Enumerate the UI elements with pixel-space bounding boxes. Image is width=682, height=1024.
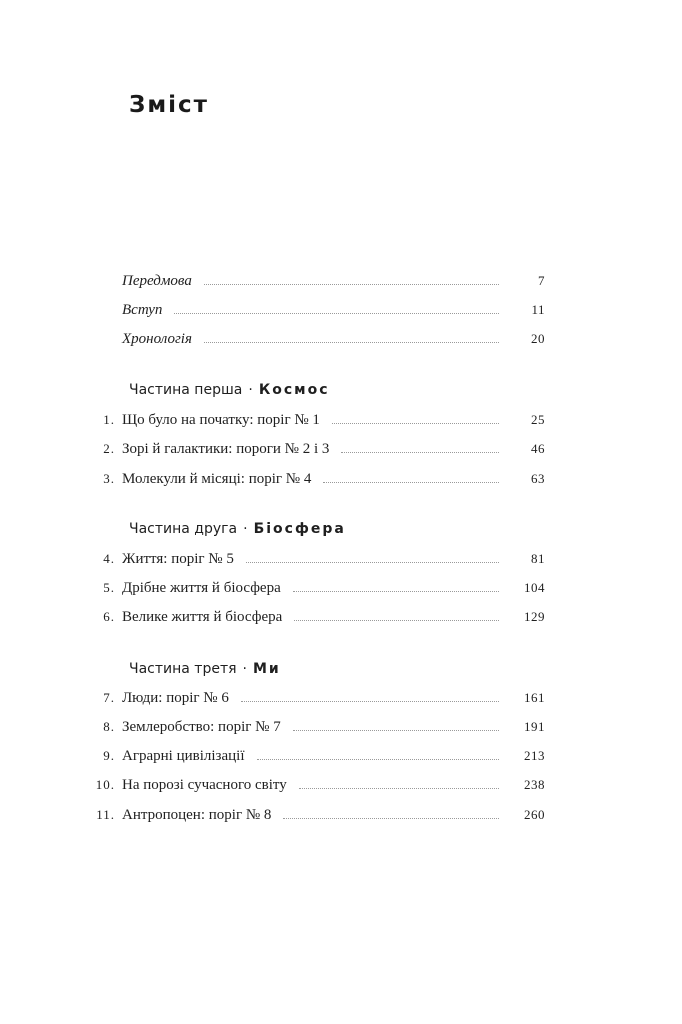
toc-entry-page: 161: [524, 690, 545, 705]
part-separator: ·: [248, 382, 253, 398]
part-name: Біосфера: [253, 521, 346, 537]
toc-entry-chapter-11[interactable]: [0, 804, 682, 826]
toc-entry-chapter-3[interactable]: [0, 468, 682, 490]
dot-leader: [257, 758, 500, 760]
toc-entry-page: 238: [524, 777, 545, 792]
toc-entry-label: Антропоцен: поріг № 8: [122, 807, 272, 823]
toc-entry-label: Люди: поріг № 6: [122, 690, 229, 706]
part-heading-us: [129, 658, 281, 680]
toc-entry-introduction[interactable]: [0, 299, 682, 321]
chapter-number: 2.: [103, 441, 115, 456]
toc-entry-preface[interactable]: [0, 270, 682, 292]
toc-entry-page: 20: [531, 331, 545, 346]
dot-leader: [174, 312, 499, 314]
toc-entry-label: Що було на початку: поріг № 1: [122, 412, 320, 428]
dot-leader: [299, 787, 499, 789]
toc-entry-chapter-6[interactable]: [0, 606, 682, 628]
dot-leader: [294, 619, 499, 621]
toc-entry-chapter-2[interactable]: [0, 438, 682, 460]
toc-entry-chapter-9[interactable]: [0, 745, 682, 767]
toc-entry-chronology[interactable]: [0, 328, 682, 350]
chapter-number: 9.: [103, 748, 115, 763]
dot-leader: [341, 451, 499, 453]
toc-entry-label: Вступ: [122, 302, 163, 318]
toc-entry-page: 11: [531, 302, 545, 317]
chapter-number: 10.: [95, 777, 115, 792]
toc-entry-label: Хронологія: [122, 331, 192, 347]
part-label: Частина друга: [129, 521, 238, 537]
part-label: Частина третя: [129, 661, 237, 677]
part-name: Ми: [253, 661, 281, 677]
chapter-number: 1.: [103, 412, 115, 427]
toc-entry-label: На порозі сучасного світу: [122, 777, 287, 793]
dot-leader: [204, 283, 499, 285]
toc-entry-page: 7: [538, 273, 545, 288]
toc-entry-label: Дрібне життя й біосфера: [122, 580, 281, 596]
dot-leader: [323, 481, 499, 483]
toc-entry-page: 25: [531, 412, 545, 427]
toc-entry-page: 213: [524, 748, 545, 763]
toc-entry-page: 46: [531, 441, 545, 456]
part-separator: ·: [243, 521, 248, 537]
toc-entry-label: Зорі й галактики: пороги № 2 і 3: [122, 441, 330, 457]
toc-entry-label: Аграрні цивілізації: [122, 748, 245, 764]
part-label: Частина перша: [129, 382, 243, 398]
dot-leader: [332, 422, 499, 424]
dot-leader: [293, 729, 499, 731]
part-name: Космос: [258, 382, 330, 398]
toc-entry-label: Велике життя й біосфера: [122, 609, 283, 625]
part-heading-cosmos: [129, 379, 330, 401]
toc-entry-page: 129: [524, 609, 545, 624]
part-separator: ·: [242, 661, 247, 677]
chapter-number: 8.: [103, 719, 115, 734]
toc-entry-page: 81: [531, 551, 545, 566]
toc-entry-label: Життя: поріг № 5: [122, 551, 234, 567]
toc-entry-label: Передмова: [122, 273, 192, 289]
toc-entry-page: 104: [524, 580, 545, 595]
toc-entry-chapter-1[interactable]: [0, 409, 682, 431]
toc-entry-page: 260: [524, 807, 545, 822]
chapter-number: 7.: [103, 690, 115, 705]
chapter-number: 3.: [103, 471, 115, 486]
toc-entry-page: 63: [531, 471, 545, 486]
dot-leader: [246, 561, 499, 563]
dot-leader: [204, 341, 499, 343]
toc-entry-chapter-7[interactable]: [0, 687, 682, 709]
toc-entry-chapter-8[interactable]: [0, 716, 682, 738]
toc-entry-chapter-5[interactable]: [0, 577, 682, 599]
chapter-number: 11.: [96, 807, 115, 822]
chapter-number: 5.: [103, 580, 115, 595]
part-heading-biosphere: [129, 518, 346, 540]
toc-entry-page: 191: [524, 719, 545, 734]
page-title: Зміст: [129, 92, 209, 118]
dot-leader: [241, 700, 499, 702]
toc-entry-label: Молекули й місяці: поріг № 4: [122, 471, 312, 487]
toc-entry-chapter-10[interactable]: [0, 774, 682, 796]
chapter-number: 4.: [103, 551, 115, 566]
dot-leader: [283, 817, 499, 819]
toc-entry-chapter-4[interactable]: [0, 548, 682, 570]
toc-entry-label: Землеробство: поріг № 7: [122, 719, 281, 735]
chapter-number: 6.: [103, 609, 115, 624]
dot-leader: [293, 590, 499, 592]
